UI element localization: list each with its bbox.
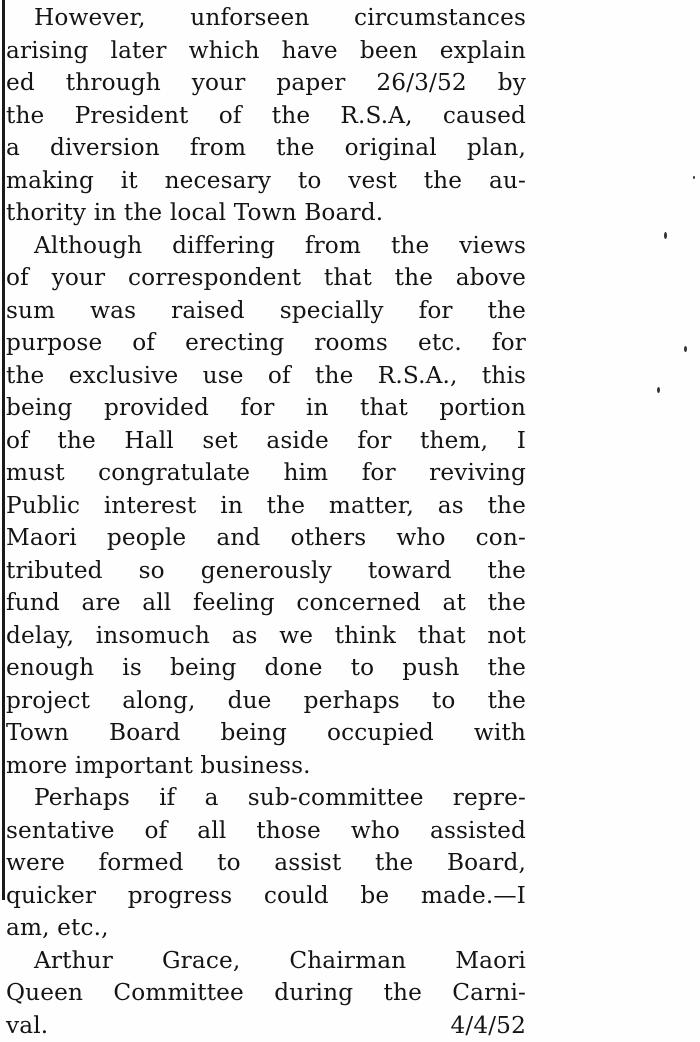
- print-speck: [693, 176, 695, 179]
- print-speck: [657, 387, 660, 393]
- text-line: sum was raised specially for the: [6, 296, 526, 324]
- text-line: Perhaps if a sub-committee repre-: [34, 784, 526, 811]
- text-line: a diversion from the original plan,: [6, 134, 526, 161]
- text-line: were formed to assist the Board,: [6, 849, 526, 876]
- text-line: Although differing from the views: [34, 231, 526, 259]
- text-line: of the Hall set aside for them, I: [6, 426, 526, 454]
- text-line: thority in the local Town Board.: [6, 199, 384, 226]
- paragraph-2: [6, 230, 526, 783]
- print-speck: [664, 232, 667, 239]
- signature-final-word: val.: [6, 1011, 49, 1039]
- text-line: arising later which have been explain: [6, 36, 526, 64]
- print-speck: [684, 346, 687, 352]
- text-line: tributed so generously toward the: [6, 556, 526, 584]
- text-line: purpose of erecting rooms etc. for: [6, 329, 526, 356]
- text-line: am, etc.,: [6, 914, 109, 941]
- text-line: ed through your paper 26/3/52 by: [6, 69, 526, 96]
- text-line: delay, insomuch as we think that not: [6, 621, 526, 649]
- text-line: enough is being done to push the: [6, 654, 526, 681]
- signature-line: Queen Committee during the Carni-: [6, 979, 526, 1006]
- text-line: making it necesary to vest the au-: [6, 166, 526, 194]
- text-line: project along, due perhaps to the: [6, 686, 526, 714]
- letter-column: [6, 2, 526, 1042]
- text-line: being provided for in that portion: [6, 394, 526, 421]
- signature-block: [6, 945, 526, 1042]
- text-line: Public interest in the matter, as the: [6, 491, 526, 519]
- text-line: quicker progress could be made.—I: [6, 881, 526, 909]
- signature-dateline: [6, 1010, 526, 1042]
- paragraph-1: [6, 2, 526, 230]
- text-line: However, unforseen circumstances: [34, 4, 526, 31]
- text-line: of your correspondent that the above: [6, 264, 526, 291]
- text-line: Town Board being occupied with: [6, 719, 526, 746]
- signature-line: Arthur Grace, Chairman Maori: [34, 946, 526, 974]
- text-line: fund are all feeling concerned at the: [6, 589, 526, 616]
- paragraph-3: [6, 782, 526, 945]
- text-line: the exclusive use of the R.S.A., this: [6, 361, 526, 389]
- text-line: must congratulate him for reviving: [6, 459, 526, 486]
- text-line: the President of the R.S.A, caused: [6, 101, 526, 129]
- text-line: more important business.: [6, 751, 311, 779]
- letter-date: 4/4/52: [450, 1011, 526, 1039]
- text-line: sentative of all those who assisted: [6, 816, 526, 844]
- column-rule: [2, 0, 5, 900]
- text-line: Maori people and others who con-: [6, 524, 526, 551]
